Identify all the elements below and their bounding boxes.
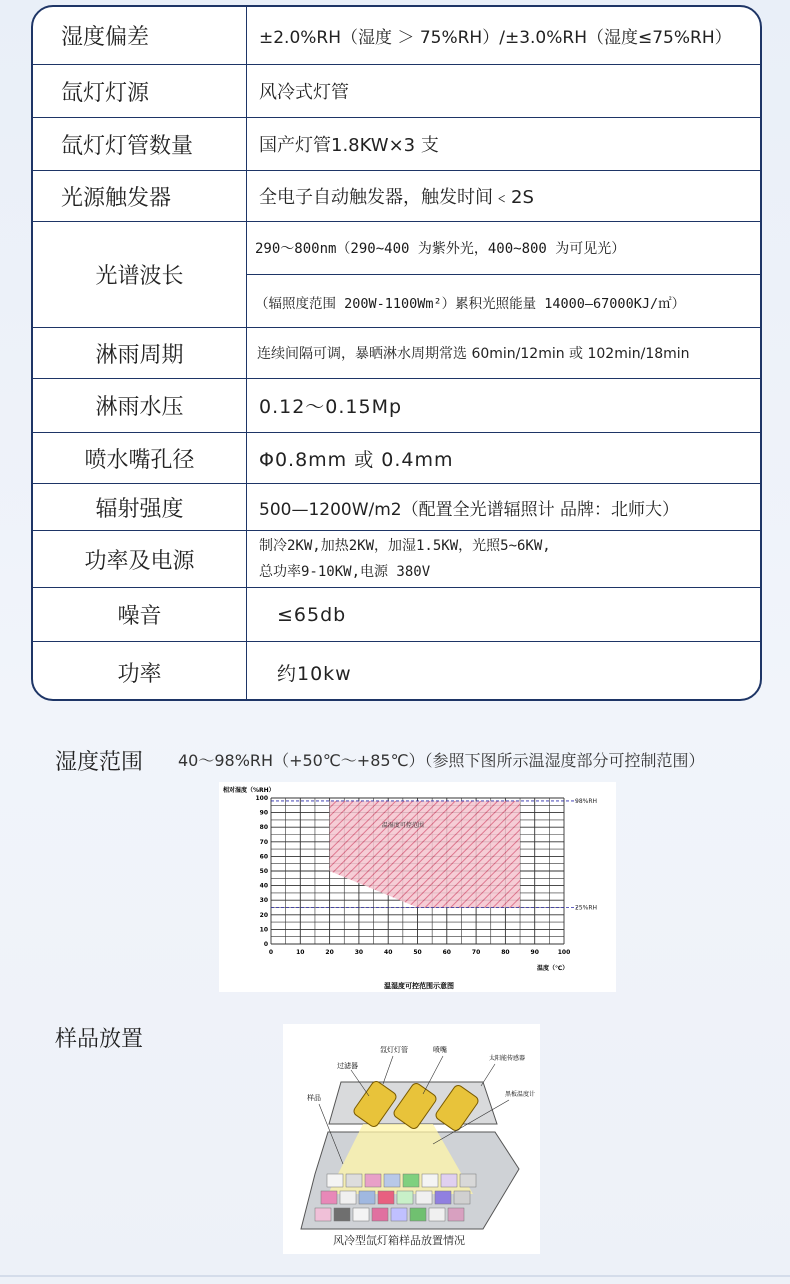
x-axis-label: 温度（℃） — [537, 965, 569, 972]
reference-label: 98%RH — [575, 797, 598, 805]
spec-row-power — [33, 642, 760, 701]
sample-tile — [397, 1191, 413, 1204]
sample-placement-diagram — [283, 1024, 540, 1254]
label-sun-sensor: 太阳能传感器 — [489, 1055, 526, 1062]
y-tick-label: 50 — [259, 868, 268, 875]
spec-row-nozzle — [33, 433, 760, 484]
spec-row-humidity-deviation — [33, 7, 760, 65]
row-value: 连续间隔可调，暴晒淋水周期常选 60min/12min 或 102min/18min — [257, 346, 690, 362]
reference-label: 25%RH — [575, 904, 598, 912]
row-label: 功率及电源 — [33, 531, 247, 587]
sample-tile — [403, 1174, 419, 1187]
sample-tile — [359, 1191, 375, 1204]
sample-tile — [340, 1191, 356, 1204]
sample-diagram-figure — [283, 1024, 540, 1254]
sample-tile — [353, 1208, 369, 1221]
sample-section-title: 样品放置 — [55, 1027, 144, 1052]
label-black-panel: 黑板温度计 — [505, 1091, 536, 1098]
sample-tile — [448, 1208, 464, 1221]
row-label: 喷水嘴孔径 — [33, 433, 247, 483]
row-value: 国产灯管1.8KW×3 支 — [259, 135, 439, 156]
row-value: 0.12～0.15Mp — [259, 396, 403, 418]
row-value: 500—1200W/m2（配置全光谱辐照计 品牌：北师大） — [259, 499, 680, 520]
humidity-range-chart — [219, 782, 616, 992]
y-tick-label: 30 — [259, 897, 268, 905]
sample-tile — [315, 1208, 331, 1221]
sample-tile — [391, 1208, 407, 1221]
x-tick-label: 50 — [413, 949, 422, 956]
x-tick-label: 80 — [501, 949, 510, 956]
sample-tile — [384, 1174, 400, 1187]
sample-tile — [460, 1174, 476, 1187]
y-axis-label: 相对湿度（%RH） — [223, 787, 275, 794]
row-value: ±2.0%RH（湿度 ＞ 75%RH）/±3.0%RH（湿度≤75%RH） — [259, 28, 732, 48]
row-value: 风冷式灯管 — [259, 82, 349, 103]
sample-tile — [429, 1208, 445, 1221]
spec-row-spectrum — [33, 222, 760, 328]
controllable-region — [330, 801, 520, 908]
row-label: 氙灯灯源 — [33, 65, 247, 117]
row-value-line-2: （辐照度范围 200W-1100Wm²）累积光照能量 14000—67000KJ/㎡） — [255, 295, 686, 312]
x-tick-label: 60 — [442, 949, 451, 956]
sample-tile — [422, 1174, 438, 1187]
sample-tile — [365, 1174, 381, 1187]
y-tick-label: 10 — [259, 926, 268, 934]
row-label: 辐射强度 — [33, 484, 247, 530]
row-value: 约10kw — [277, 663, 352, 685]
sample-tile — [321, 1191, 337, 1204]
spec-row-irradiance — [33, 484, 760, 531]
row-value: 全电子自动触发器，触发时间﹤2S — [259, 187, 534, 208]
y-tick-label: 60 — [259, 853, 268, 861]
spec-row-power-supply — [33, 531, 760, 588]
sample-tile — [435, 1191, 451, 1204]
row-value-line-1: 制冷2KW,加热2KW，加湿1.5KW，光照5~6KW, — [259, 538, 551, 554]
y-tick-label: 70 — [259, 838, 268, 846]
label-sample: 样品 — [307, 1094, 321, 1102]
sample-tile — [327, 1174, 343, 1187]
spec-row-noise — [33, 588, 760, 642]
sample-tile — [372, 1208, 388, 1221]
row-value — [247, 531, 760, 587]
row-label: 湿度偏差 — [33, 7, 247, 64]
row-value-line-1: 290～800nm（290~400 为紫外光，400~800 为可见光） — [247, 222, 760, 275]
row-label: 光谱波长 — [33, 222, 247, 327]
x-tick-label: 20 — [325, 949, 334, 956]
y-tick-label: 90 — [259, 809, 268, 817]
x-tick-label: 40 — [384, 949, 393, 956]
row-value: ≤65db — [277, 603, 347, 626]
region-label: 温湿度可控范围 — [381, 822, 424, 830]
row-label: 氙灯灯管数量 — [33, 118, 247, 170]
row-label: 噪音 — [33, 588, 247, 641]
spec-row-rain-cycle — [33, 328, 760, 379]
bottom-divider — [0, 1275, 790, 1277]
humidity-section-note: 40～98%RH（+50℃～+85℃）（参照下图所示温湿度部分可控制范围） — [178, 751, 705, 770]
x-tick-label: 0 — [268, 949, 274, 956]
sample-tile — [416, 1191, 432, 1204]
humidity-section-title: 湿度范围 — [55, 750, 144, 775]
sample-tile — [378, 1191, 394, 1204]
sample-tile — [410, 1208, 426, 1221]
label-lamp: 氙灯灯管 — [380, 1046, 408, 1054]
spec-row-water-pressure — [33, 379, 760, 433]
humidity-chart-figure — [219, 782, 616, 992]
x-tick-label: 70 — [471, 949, 481, 956]
sample-diagram-caption: 风冷型氙灯箱样品放置情况 — [333, 1234, 465, 1247]
row-label: 功率 — [33, 642, 247, 701]
spec-row-lamp-source — [33, 65, 760, 118]
y-tick-label: 40 — [259, 882, 268, 890]
row-value: Φ0.8mm 或 0.4mm — [259, 448, 454, 471]
row-label: 淋雨水压 — [33, 379, 247, 432]
y-tick-label: 80 — [259, 824, 268, 832]
x-tick-label: 100 — [557, 949, 571, 956]
spec-row-trigger — [33, 171, 760, 222]
row-label: 光源触发器 — [33, 171, 247, 221]
x-tick-label: 90 — [530, 949, 539, 956]
sample-tile — [454, 1191, 470, 1204]
x-tick-label: 30 — [354, 949, 364, 956]
label-nozzle: 喷嘴 — [433, 1046, 447, 1054]
sample-tile — [441, 1174, 457, 1187]
y-tick-label: 100 — [255, 795, 268, 802]
spec-row-lamp-count — [33, 118, 760, 171]
chart-title: 温湿度可控范围示意图 — [384, 982, 454, 990]
row-label: 淋雨周期 — [33, 328, 247, 378]
sample-tile — [346, 1174, 362, 1187]
spec-table — [31, 5, 762, 701]
sample-tile — [334, 1208, 350, 1221]
y-tick-label: 0 — [263, 941, 268, 948]
label-filter: 过滤器 — [337, 1062, 358, 1070]
y-tick-label: 20 — [259, 911, 268, 919]
row-value-line-2: 总功率9-10KW,电源 380V — [259, 564, 431, 580]
x-tick-label: 10 — [296, 949, 305, 956]
